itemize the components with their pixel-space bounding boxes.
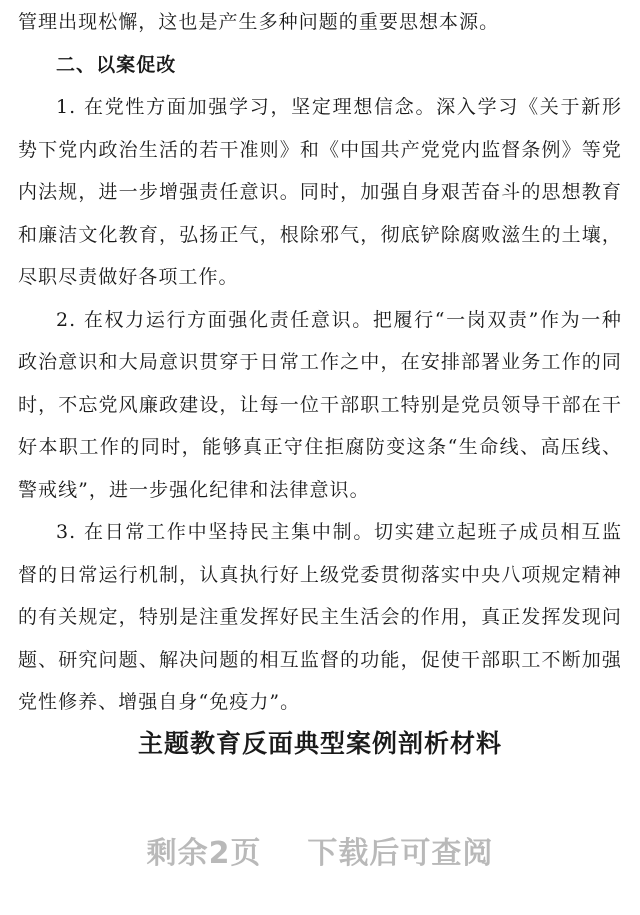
paragraph-3: 3. 在日常工作中坚持民主集中制。切实建立起班子成员相互监督的日常运行机制，认真执行好上级党委贯彻落实中央八项规定精神的有关规定，特别是注重发挥好民主生活会的作用，真正发挥发现问题、研究问题、解决问题的相互监督的功能，促使干部职工不断加强党性修养、增强自身“免疫力”。 [18,521,622,713]
document-title: 主题教育反面典型案例剖析材料 [137,729,502,758]
section-heading: 二、以案促改 [56,53,177,76]
intro-line: 管理出现松懈，这也是产生多种问题的重要思想本源。 [18,11,500,33]
remaining-pages-notice: 剩余2页 下载后可查阅 [146,836,494,871]
paragraph-1: 1. 在党性方面加强学习，坚定理想信念。深入学习《关于新形势下党内政治生活的若干准则》和《中国共产党党内监督条例》等党内法规，进一步增强责任意识。同时，加强自身艰苦奋斗的思想教育和廉洁文化教育，弘扬正气，根除邪气，彻底铲除腐败滋生的土壤，尽职尽责做好各项工作。 [18,96,622,288]
paragraph-2: 2. 在权力运行方面强化责任意识。把履行“一岗双责”作为一种政治意识和大局意识贯穿于日常工作之中，在安排部署业务工作的同时，不忘党风廉政建设，让每一位干部职工特别是党员领导干部在干好本职工作的同时，能够真正守住拒腐防变这条“生命线、高压线、警戒线”，进一步强化纪律和法律意识。 [18,308,622,501]
document-body [18,0,622,724]
